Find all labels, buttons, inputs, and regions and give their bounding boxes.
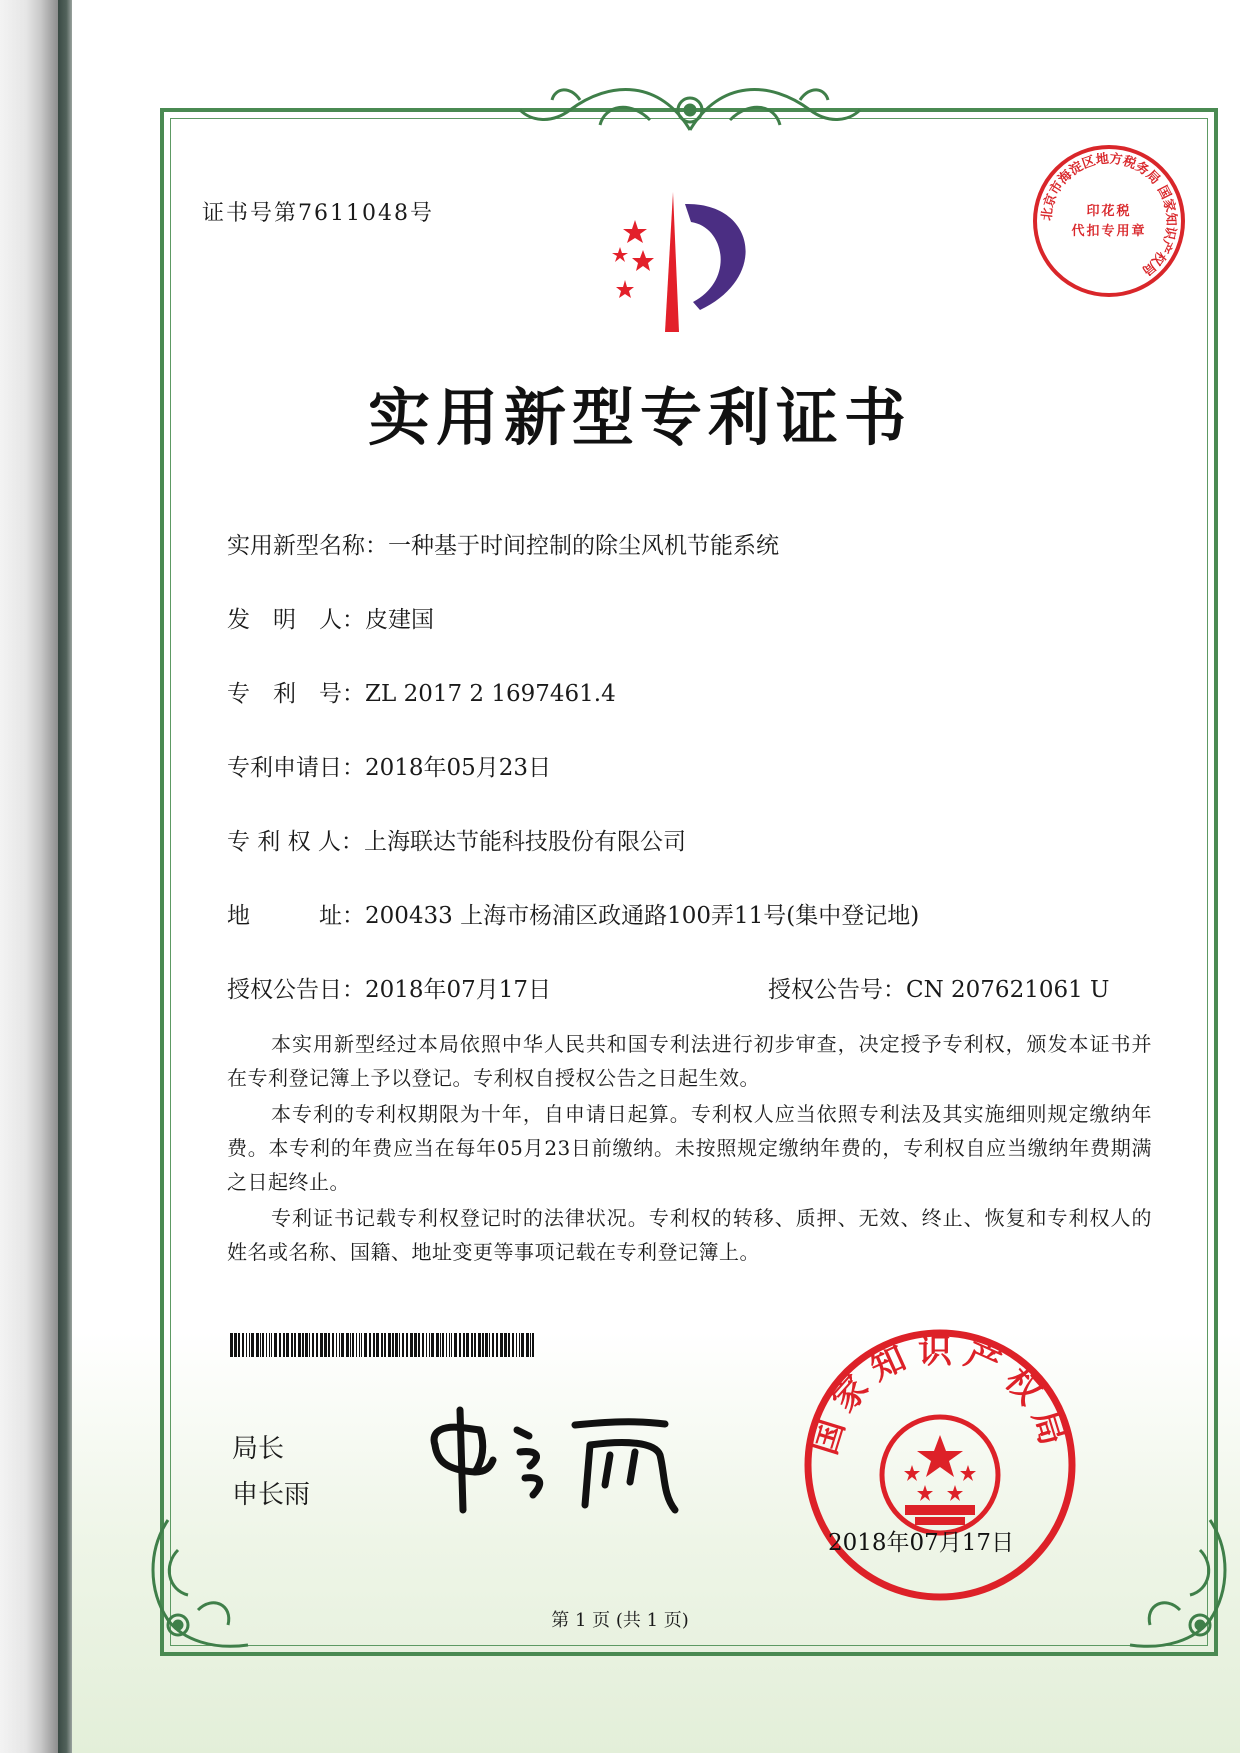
barcode-bar xyxy=(395,1333,398,1357)
field-value: 上海联达节能科技股份有限公司 xyxy=(363,829,686,855)
barcode-bar xyxy=(230,1333,233,1357)
barcode-bar xyxy=(373,1333,375,1357)
barcode-bar xyxy=(346,1333,349,1357)
barcode-bar xyxy=(251,1333,254,1357)
barcode-bar xyxy=(279,1333,281,1357)
barcode-bar xyxy=(328,1333,330,1357)
field-label: 专利申请日： xyxy=(227,755,365,781)
barcode-bar xyxy=(402,1333,404,1357)
barcode-bar xyxy=(392,1333,394,1357)
barcode-bar xyxy=(422,1333,424,1357)
barcode-bar xyxy=(429,1333,430,1357)
binding-edge xyxy=(58,0,72,1753)
barcode-bar xyxy=(519,1333,520,1357)
svg-text:国家知识产权局: 国家知识产权局 xyxy=(804,1331,1076,1460)
barcode-bar xyxy=(489,1333,490,1357)
barcode-bar xyxy=(449,1333,450,1357)
barcode-bar xyxy=(440,1333,441,1357)
barcode-bar xyxy=(410,1333,413,1357)
barcode-bar xyxy=(341,1333,344,1357)
field-label: 授权公告日： xyxy=(227,977,365,1003)
ornament-corner-right-icon xyxy=(1120,1510,1240,1660)
barcode-bar xyxy=(388,1333,391,1357)
handwritten-signature-icon xyxy=(425,1400,695,1520)
barcode-bar xyxy=(418,1333,420,1357)
barcode-bar xyxy=(463,1333,465,1357)
barcode-bar xyxy=(496,1333,498,1357)
barcode-bar xyxy=(234,1333,237,1357)
barcode-bar xyxy=(454,1333,457,1357)
barcode-bar xyxy=(312,1333,314,1357)
barcode-bar xyxy=(384,1333,386,1357)
barcode-icon xyxy=(230,1333,540,1357)
barcode-bar xyxy=(532,1333,534,1357)
field-patent-number xyxy=(227,675,616,708)
field-value: 一种基于时间控制的除尘风机节能系统 xyxy=(388,533,779,559)
barcode-bar xyxy=(466,1333,469,1357)
ornament-top-icon xyxy=(510,70,870,148)
field-label: 发 明 人： xyxy=(227,607,365,633)
barcode-bar xyxy=(298,1333,301,1357)
barcode-bar xyxy=(352,1333,354,1357)
field-utility-name xyxy=(227,527,779,560)
barcode-bar xyxy=(286,1333,289,1357)
paragraph-grant: 本实用新型经过本局依照中华人民共和国专利法进行初步审查，决定授予专利权，颁发本证书并在专利登记簿上予以登记。专利权自授权公告之日起生效。 xyxy=(227,1032,1152,1090)
director-name: 申长雨 xyxy=(232,1480,311,1510)
barcode-bar xyxy=(482,1333,484,1357)
field-label: 授权公告号： xyxy=(768,977,906,1003)
barcode-bar xyxy=(361,1333,362,1357)
barcode-bar xyxy=(376,1333,379,1357)
field-grant-date xyxy=(227,971,551,1004)
field-label: 专 利 号： xyxy=(227,681,365,707)
tax-stamp-text xyxy=(1030,142,1188,300)
barcode-bar xyxy=(359,1333,360,1357)
ornament-corner-left-icon xyxy=(138,1510,258,1660)
certificate-title: 实用新型专利证书 xyxy=(367,381,912,454)
barcode-bar xyxy=(316,1333,318,1357)
barcode-bar xyxy=(381,1333,383,1357)
seal-date: 2018年07月17日 xyxy=(828,1530,1015,1556)
barcode-bar xyxy=(246,1333,247,1357)
barcode-bar xyxy=(508,1333,510,1357)
barcode-bar xyxy=(426,1333,427,1357)
barcode-bar xyxy=(414,1333,417,1357)
barcode-bar xyxy=(249,1333,250,1357)
barcode-bar xyxy=(459,1333,461,1357)
barcode-bar xyxy=(262,1333,264,1357)
barcode-bar xyxy=(530,1333,531,1357)
barcode-bar xyxy=(242,1333,244,1357)
barcode-bar xyxy=(474,1333,476,1357)
barcode-bar xyxy=(471,1333,473,1357)
barcode-bar xyxy=(442,1333,444,1357)
barcode-bar xyxy=(274,1333,277,1357)
barcode-bar xyxy=(406,1333,408,1357)
barcode-bar xyxy=(356,1333,357,1357)
barcode-bar xyxy=(521,1333,524,1357)
barcode-bar xyxy=(320,1333,323,1357)
svg-text:北京市海淀区地方税务局 国家知识产权局: 北京市海淀区地方税务局 国家知识产权局 xyxy=(1039,151,1179,278)
certificate-number: 证书号第7611048号 xyxy=(202,201,434,226)
barcode-bar xyxy=(485,1333,488,1357)
barcode-bar xyxy=(291,1333,293,1357)
tax-stamp-line2: 代扣专用章 xyxy=(1071,224,1147,239)
field-value: 2018年05月23日 xyxy=(365,755,552,781)
barcode-bar xyxy=(516,1333,517,1357)
barcode-bar xyxy=(269,1333,270,1357)
field-label: 地 址： xyxy=(227,903,365,929)
field-filing-date xyxy=(227,749,551,782)
barcode-bar xyxy=(332,1333,334,1357)
barcode-bar xyxy=(256,1333,259,1357)
barcode-bar xyxy=(339,1333,340,1357)
barcode-bar xyxy=(350,1333,351,1357)
barcode-bar xyxy=(260,1333,261,1357)
field-value: 皮建国 xyxy=(365,607,434,633)
barcode-bar xyxy=(431,1333,434,1357)
field-address xyxy=(227,897,919,930)
barcode-bar xyxy=(305,1333,308,1357)
barcode-bar xyxy=(364,1333,367,1357)
field-value: CN 207621061 U xyxy=(906,977,1110,1003)
barcode-bar xyxy=(504,1333,507,1357)
barcode-bar xyxy=(436,1333,439,1357)
binding-strip xyxy=(0,0,58,1753)
barcode-bar xyxy=(492,1333,494,1357)
barcode-bar xyxy=(512,1333,514,1357)
barcode-bar xyxy=(399,1333,400,1357)
barcode-bar xyxy=(294,1333,296,1357)
barcode-bar xyxy=(500,1333,503,1357)
cnipa-logo-icon xyxy=(595,192,785,337)
field-grant-number xyxy=(768,971,1109,1004)
barcode-bar xyxy=(336,1333,337,1357)
tax-stamp-line1: 印花税 xyxy=(1086,204,1132,219)
barcode-bar xyxy=(266,1333,267,1357)
field-value: 200433 上海市杨浦区政通路100弄11号(集中登记地) xyxy=(365,903,920,929)
barcode-bar xyxy=(283,1333,285,1357)
field-patentee xyxy=(227,823,686,856)
barcode-bar xyxy=(309,1333,310,1357)
office-seal-icon xyxy=(800,1325,1080,1605)
field-inventor xyxy=(227,601,434,634)
page-footer: 第 1 页 (共 1 页) xyxy=(551,1610,689,1631)
field-value: 2018年07月17日 xyxy=(365,977,552,1003)
barcode-bar xyxy=(324,1333,327,1357)
barcode-bar xyxy=(526,1333,529,1357)
paragraph-legal-status: 专利证书记载专利权登记时的法律状况。专利权的转移、质押、无效、终止、恢复和专利权人的姓名或名称、国籍、地址变更等事项记载在专利登记簿上。 xyxy=(227,1206,1152,1264)
barcode-bar xyxy=(238,1333,240,1357)
paragraph-term: 本专利的专利权期限为十年，自申请日起算。专利权人应当依照专利法及其实施细则规定缴纳年费。本专利的年费应当在每年05月23日前缴纳。未按照规定缴纳年费的，专利权自应当缴纳年费期满之日起终止。 xyxy=(227,1102,1152,1194)
barcode-bar xyxy=(369,1333,371,1357)
barcode-bar xyxy=(478,1333,481,1357)
director-title: 局长 xyxy=(232,1434,285,1464)
barcode-bar xyxy=(446,1333,447,1357)
barcode-bar xyxy=(451,1333,452,1357)
field-label: 专 利 权 人： xyxy=(227,829,364,855)
field-label: 实用新型名称： xyxy=(227,533,388,559)
field-value: ZL 2017 2 1697461.4 xyxy=(365,681,616,707)
barcode-bar xyxy=(302,1333,304,1357)
barcode-bar xyxy=(271,1333,272,1357)
